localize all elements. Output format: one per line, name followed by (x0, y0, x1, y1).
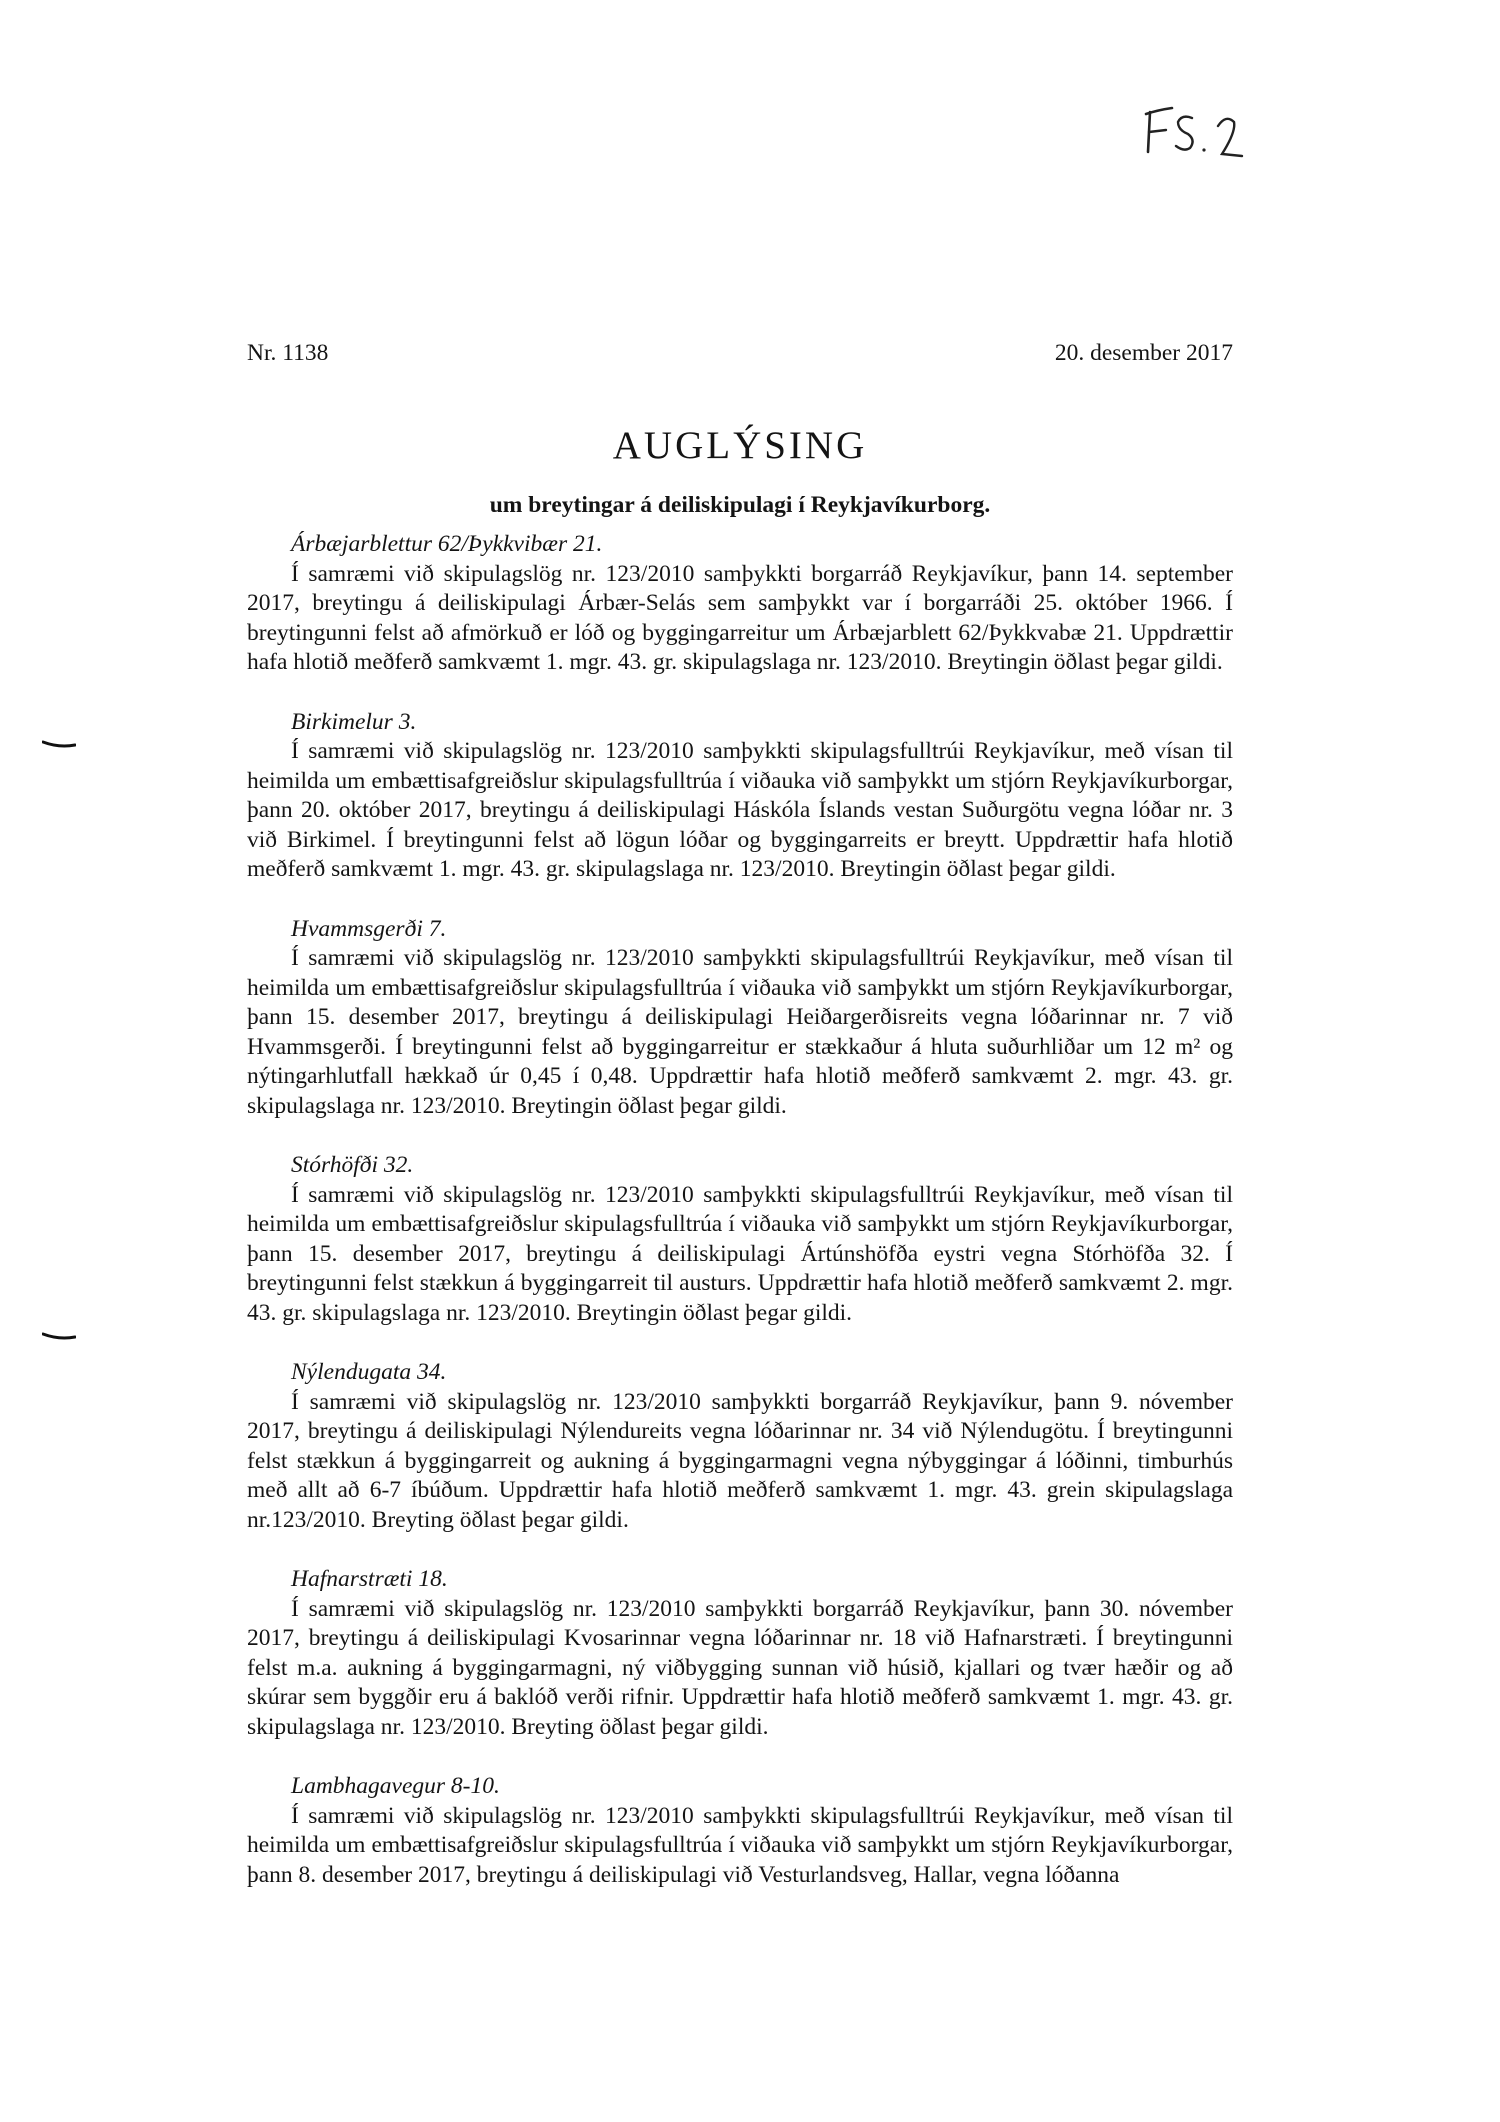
scan-margin-mark-icon (42, 1332, 76, 1340)
section-text: Í samræmi við skipulagslög nr. 123/2010 samþykkti skipulagsfulltrúi Reykjavíkur, með vísan til heimilda um embættisafgreiðslur skipulagsfulltrúa í viðauka við samþykkt um stjórn Reykjavíkurborgar, þann 8. desember 2017, breytingu á deiliskipulagi við Vesturlandsveg, Hallar, vegna lóðanna (247, 1802, 1233, 1888)
announcement-body (247, 530, 1233, 1890)
section-heading: Birkimelur 3. (291, 708, 417, 735)
section-text: Í samræmi við skipulagslög nr. 123/2010 samþykkti borgarráð Reykjavíkur, þann 14. september 2017, breytingu á deiliskipulagi Árbær-Selás sem samþykkt var í borgarráði 25. október 1966. Í breytingunni felst að afmörkuð er lóð og byggingarreitur um Árbæjarblett 62/Þykkvabæ 21. Uppdrættir hafa hlotið meðferð samkvæmt 1. mgr. 43. gr. skipulagslaga nr. 123/2010. Breytingin öðlast þegar gildi. (247, 560, 1233, 675)
section-text: Í samræmi við skipulagslög nr. 123/2010 samþykkti borgarráð Reykjavíkur, þann 9. nóvember 2017, breytingu á deiliskipulagi Nýlendureits vegna lóðarinnar nr. 34 við Nýlendugötu. Í breytingunni felst stækkun á byggingarreit og aukning á byggingarmagni vegna nýbyggingar á lóðinni, timburhús með allt að 6-7 íbúðum. Uppdrættir hafa hlotið meðferð samkvæmt 1. mgr. 43. grein skipulagslaga nr.123/2010. Breyting öðlast þegar gildi. (247, 1388, 1233, 1533)
document-header (247, 340, 1233, 367)
section-lambhagavegur (247, 1772, 1233, 1890)
issue-number: Nr. 1138 (247, 340, 329, 366)
section-text: Í samræmi við skipulagslög nr. 123/2010 samþykkti skipulagsfulltrúi Reykjavíkur, með vísan til heimilda um embættisafgreiðslur skipulagsfulltrúa í viðauka við samþykkt um stjórn Reykjavíkurborgar, þann 15. desember 2017, breytingu á deiliskipulagi Ártúnshöfða eystri vegna Stórhöfða 32. Í breytingunni felst stækkun á byggingarreit til austurs. Uppdrættir hafa hlotið meðferð samkvæmt 2. mgr. 43. gr. skipulagslaga nr. 123/2010. Breytingin öðlast þegar gildi. (247, 1181, 1233, 1326)
section-birkimelur (247, 708, 1233, 885)
section-heading: Hafnarstræti 18. (291, 1566, 448, 1592)
section-text: Í samræmi við skipulagslög nr. 123/2010 samþykkti skipulagsfulltrúi Reykjavíkur, með vísan til heimilda um embættisafgreiðslur skipulagsfulltrúa í viðauka við samþykkt um stjórn Reykjavíkurborgar, þann 20. október 2017, breytingu á deiliskipulagi Háskóla Íslands vestan Suðurgötu vegna lóðar nr. 3 við Birkimel. Í breytingunni felst að lögun lóðar og byggingarreits er breytt. Uppdrættir hafa hlotið meðferð samkvæmt 1. mgr. 43. gr. skipulagslaga nr. 123/2010. Breytingin öðlast þegar gildi. (247, 738, 1233, 882)
scan-margin-mark-icon (42, 740, 76, 748)
section-heading: Stórhöfði 32. (291, 1152, 414, 1178)
section-hvammsgerdi (247, 915, 1233, 1122)
section-heading: Hvammsgerði 7. (291, 915, 447, 942)
section-arbaejarblettur (247, 530, 1233, 678)
section-heading: Árbæjarblettur 62/Þykkvibær 21. (291, 531, 603, 557)
section-heading: Lambhagavegur 8-10. (291, 1773, 500, 1799)
handwritten-stamp-fs2 (1138, 92, 1258, 162)
section-hafnarstraeti (247, 1565, 1233, 1742)
issue-date: 20. desember 2017 (1054, 340, 1233, 366)
section-heading: Nýlendugata 34. (291, 1359, 447, 1385)
section-text: Í samræmi við skipulagslög nr. 123/2010 samþykkti skipulagsfulltrúi Reykjavíkur, með vísan til heimilda um embættisafgreiðslur skipulagsfulltrúa í viðauka við samþykkt um stjórn Reykjavíkurborgar, þann 15. desember 2017, breytingu á deiliskipulagi Heiðargerðisreits vegna lóðarinnar nr. 7 við Hvammsgerði. Í breytingunni felst að byggingarreitur er stækkaður á hluta suðurhliðar um 12 m² og nýtingarhlutfall hækkað úr 0,45 í 0,48. Uppdrættir hafa hlotið meðferð samkvæmt 2. mgr. 43. gr. skipulagslaga nr. 123/2010. Breytingin öðlast þegar gildi. (247, 945, 1233, 1119)
document-title: AUGLÝSING (612, 424, 868, 467)
document-subtitle: um breytingar á deiliskipulagi í Reykjavíkurborg. (489, 492, 991, 518)
section-nylendugata (247, 1358, 1233, 1535)
section-text: Í samræmi við skipulagslög nr. 123/2010 samþykkti borgarráð Reykjavíkur, þann 30. nóvember 2017, breytingu á deiliskipulagi Kvosarinnar vegna lóðarinnar nr. 18 við Hafnarstræti. Í breytingunni felst m.a. aukning á byggingarmagni, ný viðbygging sunnan við húsið, kjallari og tvær hæðir og að skúrar sem byggðir eru á baklóð verði rifnir. Uppdrættir hafa hlotið meðferð samkvæmt 1. mgr. 43. gr. skipulagslaga nr. 123/2010. Breyting öðlast þegar gildi. (247, 1595, 1233, 1740)
section-storhofdi (247, 1151, 1233, 1328)
